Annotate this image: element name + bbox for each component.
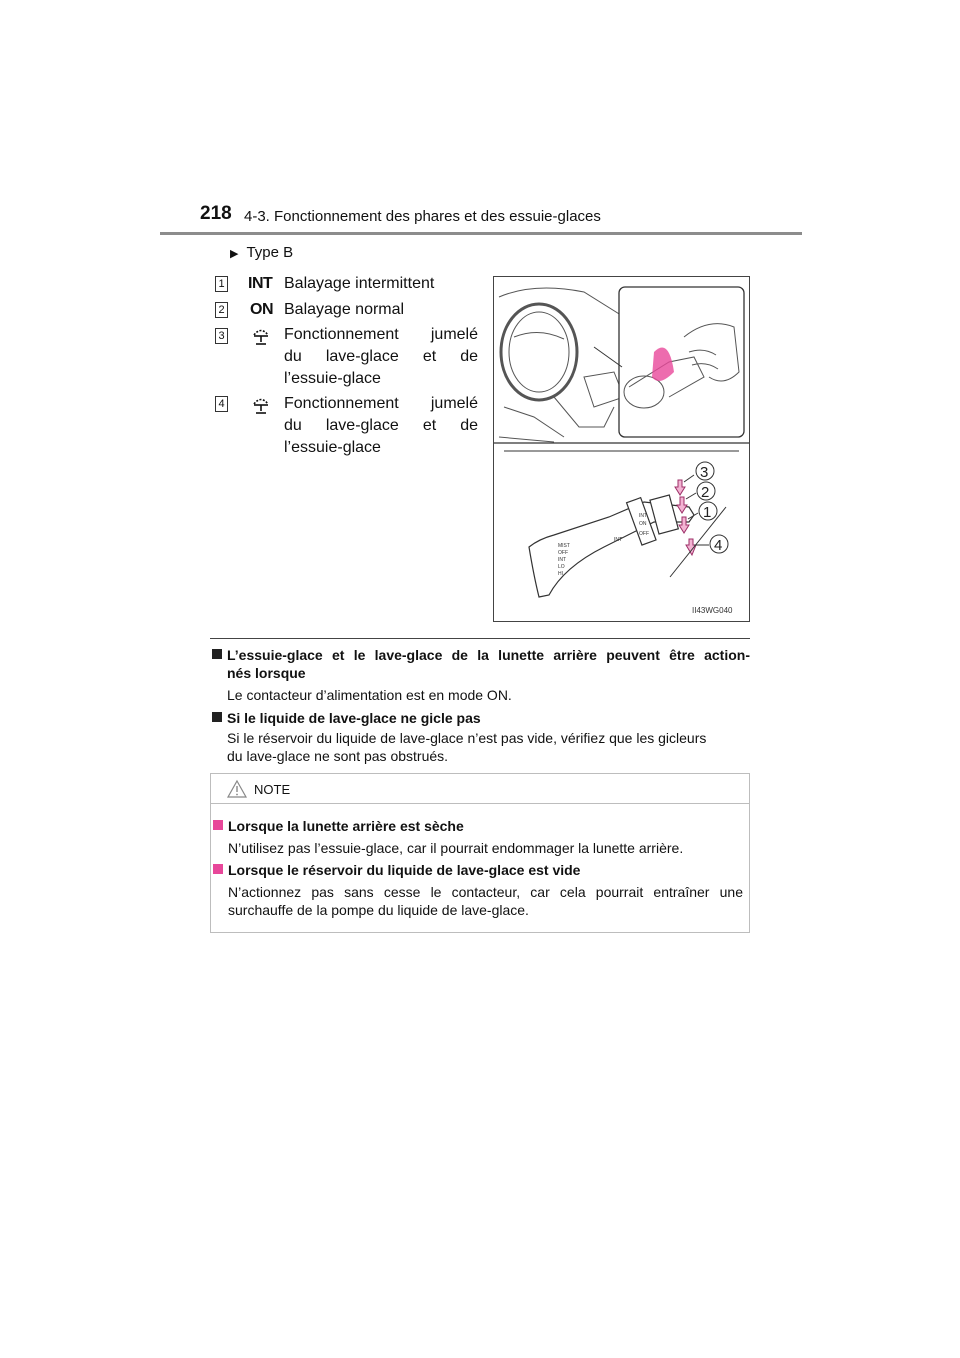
- lever-label-int: INT: [558, 557, 567, 563]
- illustration-code: II43WG040: [692, 606, 733, 615]
- rear-washer-icon: [250, 324, 272, 346]
- notice-item-2-title: Lorsque le réservoir du liquide de lave-glace est vide: [228, 862, 581, 878]
- notice-item-1: [213, 817, 743, 857]
- page-number: 218: [200, 203, 232, 224]
- notice-item-2-title-line: [213, 861, 743, 879]
- callout-3: 3: [700, 464, 709, 481]
- notice-item-1-title-line: [213, 817, 743, 835]
- item-description-3: [284, 324, 478, 390]
- notice-item-2: [213, 861, 743, 919]
- inset-frame: [619, 287, 744, 437]
- arrow-up-1: [675, 480, 685, 495]
- item-3-line-3: l’essuie-glace: [284, 370, 381, 387]
- note-2-title: Si le liquide de lave-glace ne gicle pas: [227, 710, 481, 726]
- item-number-4: 4: [215, 396, 228, 412]
- notice-item-1-body: N’utilisez pas l’essuie-glace, car il pourrait endommager la lunette arrière.: [228, 840, 684, 856]
- section-title: 4-3. Fonctionnement des phares et des essuie-glaces: [244, 208, 601, 225]
- lever-label-int-2: INT: [614, 537, 623, 543]
- note-2-body-line-2: du lave-glace ne sont pas obstrués.: [227, 748, 449, 764]
- item-description-2: Balayage normal: [284, 301, 405, 318]
- notice-item-2-body-line-2: surchauffe de la pompe du liquide de lave-glace.: [228, 902, 529, 918]
- wiper-lever-illustration: [493, 276, 750, 622]
- warning-triangle-icon: [226, 779, 248, 799]
- item-3-line-2: du lave-glace et de: [284, 348, 478, 365]
- notice-item-1-title: Lorsque la lunette arrière est sèche: [228, 818, 464, 834]
- callout-2: 2: [701, 484, 710, 501]
- note-2: [212, 709, 750, 765]
- item-3-line-1: Fonctionnement jumelé: [284, 326, 478, 343]
- item-number-3: 3: [215, 328, 228, 344]
- lever-label-off: OFF: [558, 550, 568, 556]
- header-divider: [160, 232, 802, 235]
- notice-item-2-body-line-1: N’actionnez pas sans cesse le contacteur, car cela pourrait entraîner une: [228, 884, 743, 900]
- lever-label-off-2: OFF: [639, 531, 649, 537]
- item-description-1: Balayage intermittent: [284, 275, 435, 292]
- triangle-bullet-icon: ▶: [230, 248, 239, 260]
- note-2-body-line-1: Si le réservoir du liquide de lave-glace n’est pas vide, vérifiez que les gicleurs: [227, 730, 707, 746]
- lever-label-hi: HI: [558, 571, 563, 577]
- note-1-title: L’essuie-glace et le lave-glace de la lunette arrière peuvent être action-: [227, 647, 750, 663]
- item-number-1: 1: [215, 276, 228, 292]
- callout-4: 4: [714, 537, 723, 554]
- illustration-drawing: [494, 277, 749, 621]
- item-description-4: [284, 393, 478, 459]
- item-4-line-1: Fonctionnement jumelé: [284, 395, 478, 412]
- lever-label-mist: MIST: [558, 543, 570, 549]
- note-1: [212, 646, 750, 704]
- notice-label: NOTE: [254, 782, 291, 797]
- lever-label-on: ON: [639, 521, 647, 527]
- rear-washer-icon: [250, 393, 272, 415]
- pink-square-bullet-icon: [213, 820, 223, 830]
- square-bullet-icon: [212, 649, 222, 659]
- item-number-2: 2: [215, 302, 228, 318]
- pink-square-bullet-icon: [213, 864, 223, 874]
- note-1-body: Le contacteur d’alimentation est en mode ON.: [227, 687, 512, 703]
- square-bullet-icon: [212, 712, 222, 722]
- note-1-title-line: [212, 646, 750, 664]
- item-4-line-2: du lave-glace et de: [284, 417, 478, 434]
- type-label-line: [230, 244, 293, 261]
- section-divider: [210, 638, 750, 639]
- item-4-line-3: l’essuie-glace: [284, 439, 381, 456]
- mode-code-int: INT: [248, 275, 273, 292]
- note-1-title-cont: nés lorsque: [227, 665, 306, 681]
- lever-label-int-3: INT: [639, 513, 648, 519]
- notice-divider: [211, 803, 749, 804]
- lever-label-lo: LO: [558, 564, 565, 570]
- wiper-lever: [529, 495, 694, 597]
- mode-code-on: ON: [250, 301, 273, 318]
- callout-1: 1: [703, 504, 712, 521]
- note-2-title-line: [212, 709, 750, 727]
- type-label: Type B: [246, 244, 294, 261]
